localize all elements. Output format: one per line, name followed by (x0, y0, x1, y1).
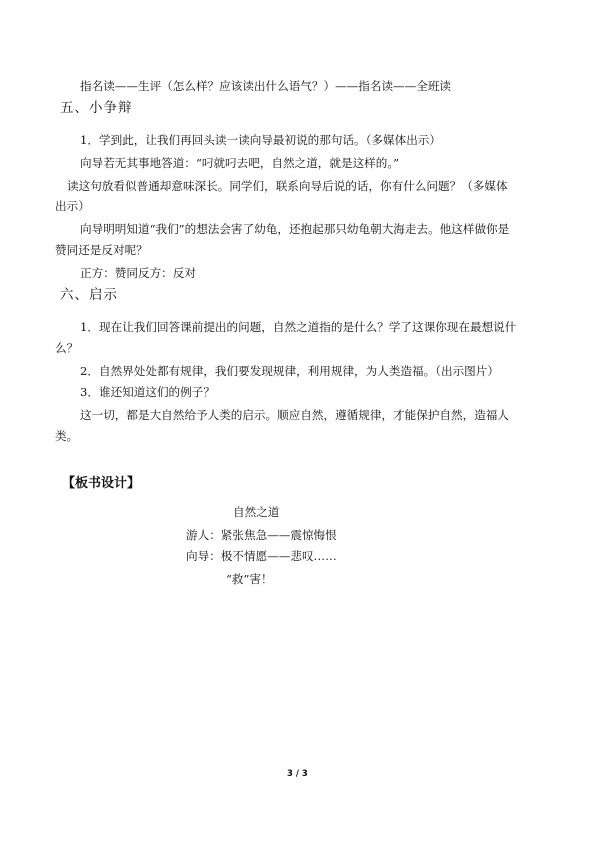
paragraph-line: 出示） (55, 199, 90, 213)
paragraph-line: 么？ (55, 341, 79, 355)
board-row-guide: 向导：极不情愿——悲叹…… (186, 549, 337, 563)
paragraph-line: 向导若无其事地答道：“叼就叼去吧，自然之道，就是这样的。” (80, 156, 400, 170)
section-six-heading: 六、启示 (60, 287, 118, 303)
page-number: 3 / 3 (287, 769, 308, 779)
paragraph-line: 向导明明知道“我们”的想法会害了幼龟，还抱起那只幼龟朝大海走去。他这样做你是 (80, 222, 510, 236)
paragraph-line: 类。 (55, 429, 79, 443)
board-title: 自然之道 (233, 505, 280, 519)
paragraph-line: 这一切，都是大自然给予人类的启示。顺应自然，遵循规律，才能保护自然，造福人 (80, 408, 509, 422)
paragraph-line: 1．学到此，让我们再回头读一读向导最初说的那句话。（多媒体出示） (80, 133, 441, 147)
paragraph-line: 读这句放看似普通却意味深长。同学们，联系向导后说的话，你有什么问题？（多媒体 (67, 179, 508, 193)
reading-steps-line: 指名读——生评（怎么样？应该读出什么语气？）——指名读——全班读 (80, 79, 452, 93)
board-design-heading: 【板书设计】 (62, 476, 141, 491)
board-row-tourists: 游人：紧张焦急——震惊悔恨 (186, 528, 337, 542)
paragraph-line: 2．自然界处处都有规律，我们要发现规律，利用规律，为人类造福。（出示图片） (80, 364, 499, 378)
paragraph-line: 3．谁还知道这们的例子？ (80, 385, 215, 399)
paragraph-line: 正方：赞同反方：反对 (80, 266, 196, 280)
section-five-heading: 五、小争辩 (60, 100, 133, 116)
board-row-save-harm: “救”害！ (226, 572, 273, 586)
paragraph-line: 1．现在让我们回答课前提出的问题，自然之道指的是什么？学了这课你现在最想说什 (80, 320, 517, 334)
paragraph-line: 赞同还是反对呢？ (55, 243, 148, 257)
